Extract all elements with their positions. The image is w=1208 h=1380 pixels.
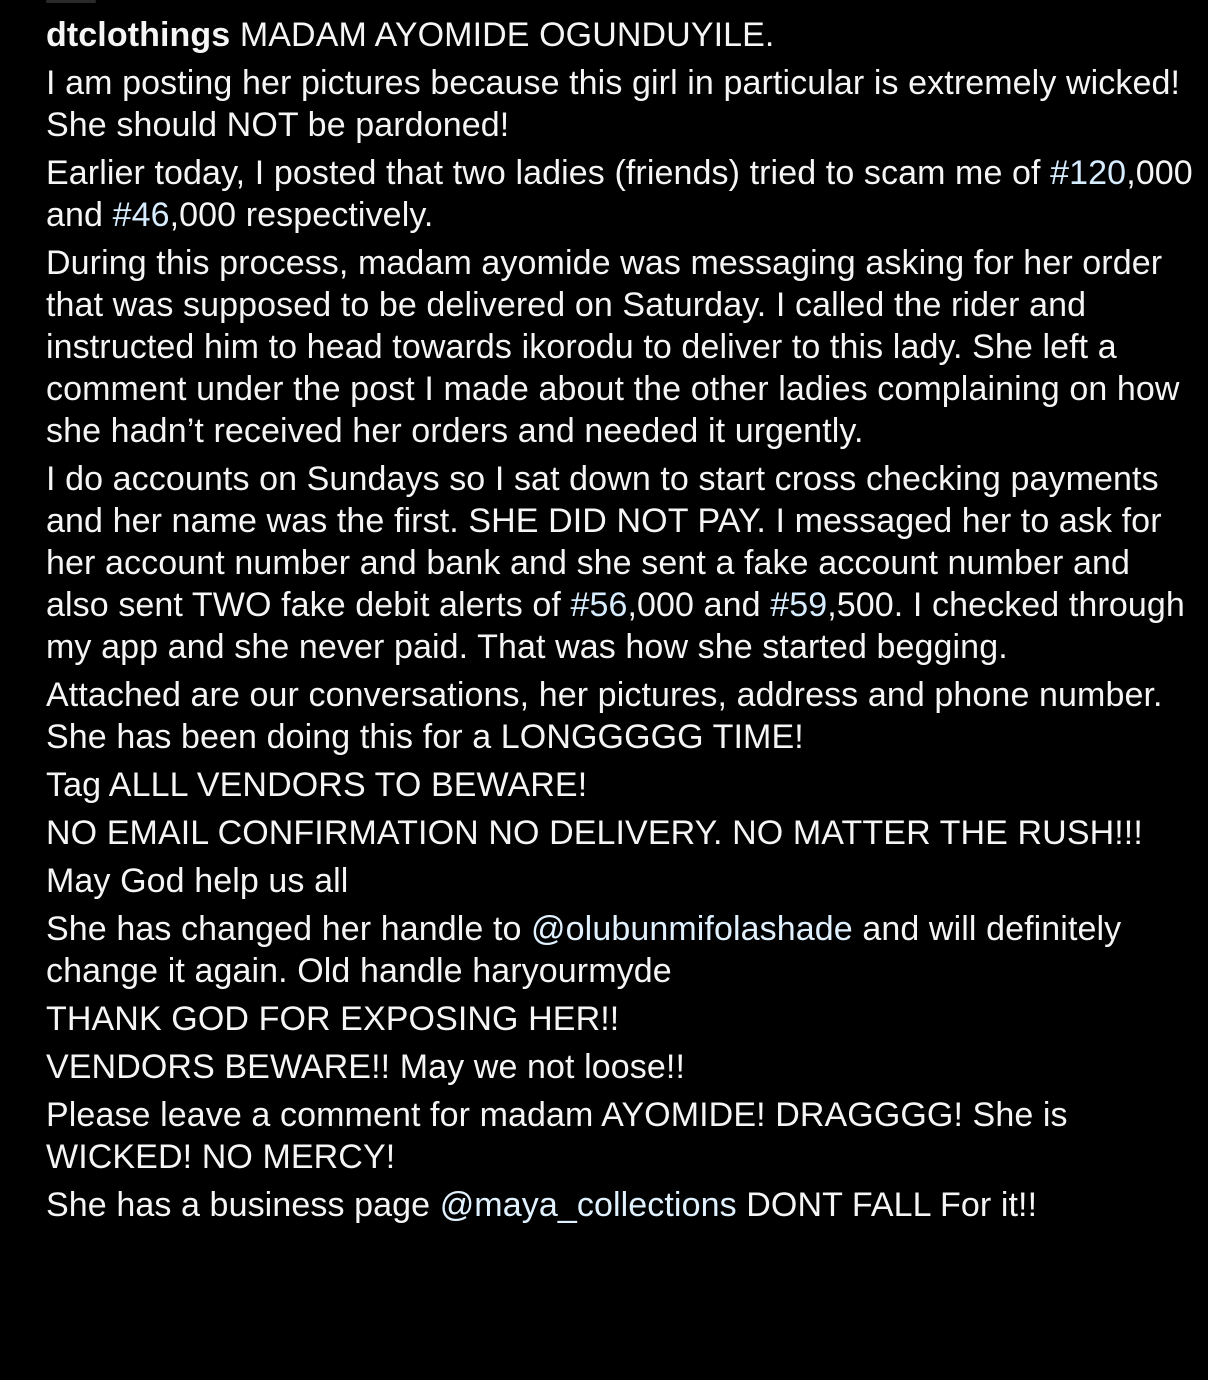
caption-paragraph-9 bbox=[46, 908, 1198, 992]
caption-paragraph-1: I am posting her pictures because this girl in particular is extremely wicked! She should NOT be pardoned! bbox=[46, 64, 1181, 144]
caption-title: MADAM AYOMIDE OGUNDUYILE. bbox=[230, 16, 775, 54]
mention-link[interactable]: @olubunmifolashade bbox=[531, 910, 853, 948]
post-caption bbox=[46, 14, 1198, 1232]
caption-paragraph-11: VENDORS BEWARE!! May we not loose!! bbox=[46, 1048, 685, 1086]
caption-text: DONT FALL For it!! bbox=[736, 1186, 1038, 1224]
caption-text: I do accounts on Sundays so I sat down to start cross checking payments and her name was the first. SHE DID NOT PAY. I messaged her to ask for her account number and bank and she sent a fake account number and also sent TWO fake debit alerts of bbox=[46, 460, 1162, 624]
caption-paragraph-5: Attached are our conversations, her pictures, address and phone number. She has been doing this for a LONGGGGG TIME! bbox=[46, 676, 1163, 756]
caption-paragraph-4 bbox=[46, 458, 1198, 668]
caption-paragraph-8: May God help us all bbox=[46, 862, 349, 900]
caption-text: ,000 respectively. bbox=[169, 196, 434, 234]
hashtag-link[interactable]: #46 bbox=[112, 196, 170, 234]
caption-paragraph-12: Please leave a comment for madam AYOMIDE! DRAGGGG! She is WICKED! NO MERCY! bbox=[46, 1096, 1068, 1176]
caption-paragraph-2 bbox=[46, 152, 1198, 236]
hashtag-link[interactable]: #56 bbox=[570, 586, 628, 624]
hashtag-link[interactable]: #59 bbox=[770, 586, 828, 624]
caption-paragraph-7: NO EMAIL CONFIRMATION NO DELIVERY. NO MATTER THE RUSH!!! bbox=[46, 814, 1143, 852]
caption-text: She has a business page bbox=[46, 1186, 440, 1224]
caption-paragraph-3: During this process, madam ayomide was messaging asking for her order that was supposed to be delivered on Saturday. I called the rider and instructed him to head towards ikorodu to deliver to this lady. She left a comment under the post I made about the other ladies complaining on how she hadn’t received her orders and needed it urgently. bbox=[46, 244, 1180, 450]
caption-text: ,500. I checked through my app and she never paid. That was how she started begging. bbox=[46, 586, 1185, 666]
scroll-remnant bbox=[46, 0, 96, 3]
hashtag-link[interactable]: #120 bbox=[1050, 154, 1127, 192]
caption-paragraph-13 bbox=[46, 1184, 1198, 1226]
caption-paragraph-10: THANK GOD FOR EXPOSING HER!! bbox=[46, 1000, 620, 1038]
caption-text: ,000 and bbox=[46, 154, 1193, 234]
username-link[interactable]: dtclothings bbox=[46, 16, 231, 54]
caption-header bbox=[46, 14, 1198, 56]
caption-text: She has changed her handle to bbox=[46, 910, 532, 948]
caption-text: and will definitely change it again. Old handle haryourmyde bbox=[46, 910, 1122, 990]
mention-link[interactable]: @maya_collections bbox=[439, 1186, 737, 1224]
caption-text: ,000 and bbox=[627, 586, 771, 624]
caption-paragraph-6: Tag ALLL VENDORS TO BEWARE! bbox=[46, 766, 588, 804]
caption-text: Earlier today, I posted that two ladies (friends) tried to scam me of bbox=[46, 154, 1051, 192]
